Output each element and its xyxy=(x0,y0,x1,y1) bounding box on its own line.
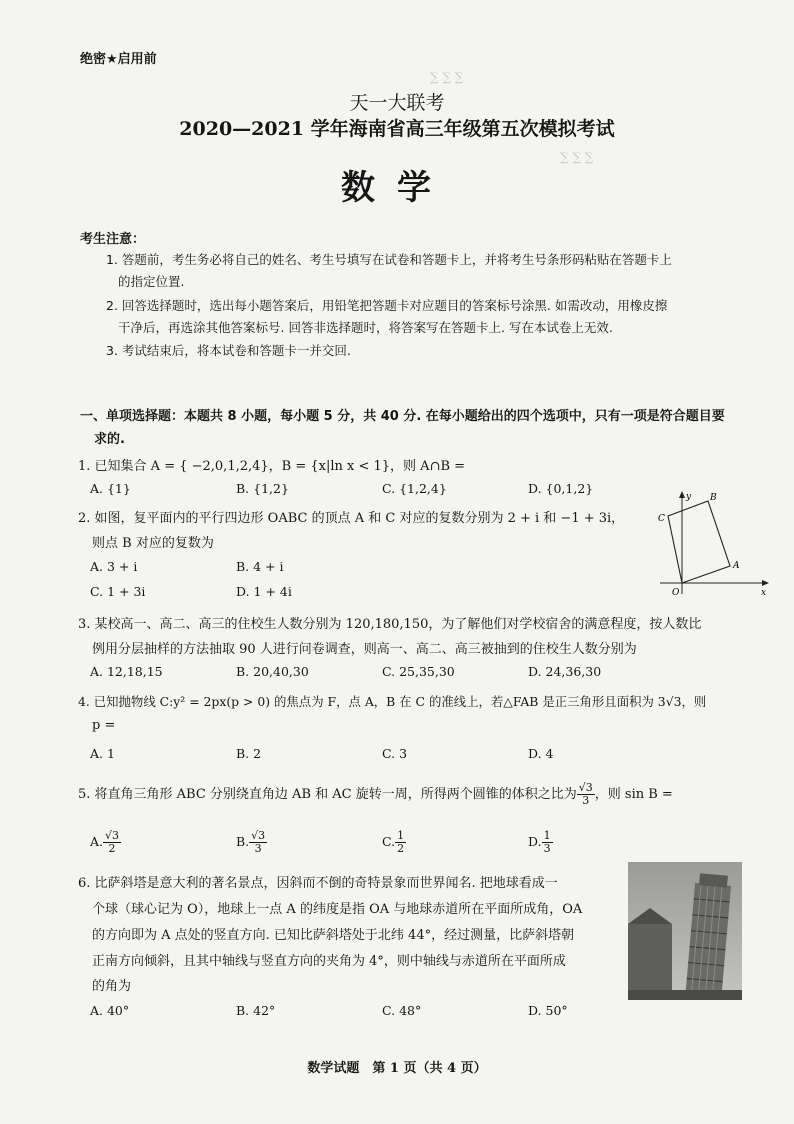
notice-item: 1. 答题前，考生务必将自己的姓名、考生号填写在试卷和答题卡上，并将考生号条形码粘贴在答题卡上 xyxy=(106,252,672,267)
question-6-option-b: B. 42° xyxy=(236,1003,276,1018)
question-4-stem: p = xyxy=(92,718,116,733)
question-5-option-a xyxy=(90,830,121,855)
fraction-denominator: 3 xyxy=(582,794,590,807)
fraction-denominator: 2 xyxy=(108,842,116,855)
section-heading: 求的. xyxy=(94,432,125,447)
option-letter: B. xyxy=(236,834,250,849)
y-axis-arrow xyxy=(679,491,685,498)
x-axis-label: x xyxy=(761,588,767,598)
fraction-numerator: 1 xyxy=(543,829,551,842)
question-6-stem: 个球（球心记为 O），地球上一点 A 的纬度是指 OA 与地球赤道所在平面所成角，OA xyxy=(92,902,583,917)
question-3-option-a: A. 12,18,15 xyxy=(90,664,163,679)
subject-title: 数学 xyxy=(341,168,453,208)
question-2-option-b: B. 4 + i xyxy=(236,559,284,574)
question-2-stem: 2. 如图，复平面内的平行四边形 OABC 的顶点 A 和 C 对应的复数分别为 2 + i 和 −1 + 3i， xyxy=(78,511,625,526)
point-a-label: A xyxy=(733,561,740,571)
question-6-option-c: C. 48° xyxy=(382,1003,422,1018)
question-6-stem: 6. 比萨斜塔是意大利的著名景点，因斜而不倒的奇特景象而世界闻名. 把地球看成一 xyxy=(78,876,558,891)
option-fraction xyxy=(542,830,553,855)
exam-title: 2020—2021 学年海南省高三年级第五次模拟考试 xyxy=(179,118,615,140)
question-1-option-c: C. {1,2,4} xyxy=(382,481,447,496)
question-1-option-d: D. {0,1,2} xyxy=(528,481,594,496)
fraction-denominator: 3 xyxy=(543,842,551,855)
tower-bell-chamber xyxy=(699,873,728,887)
question-4-option-a: A. 1 xyxy=(90,746,115,761)
volume-ratio-fraction xyxy=(577,782,595,807)
notice-item: 2. 回答选择题时，选出每小题答案后，用铅笔把答题卡对应题目的答案标号涂黑. 如需改动，用橡皮擦 xyxy=(106,298,668,313)
question-6-stem: 的方向即为 A 点处的竖直方向. 已知比萨斜塔处于北纬 44°，经过测量，比萨斜塔朝 xyxy=(92,928,575,943)
option-letter: D. xyxy=(528,834,542,849)
question-2-stem: 则点 B 对应的复数为 xyxy=(92,536,214,551)
question-6-stem: 正南方向倾斜，且其中轴线与竖直方向的夹角为 4°，则中轴线与赤道所在平面所成 xyxy=(92,954,566,969)
organizer-name: 天一大联考 xyxy=(349,92,445,114)
question-3-option-b: B. 20,40,30 xyxy=(236,664,309,679)
notice-heading: 考生注意： xyxy=(80,232,146,247)
leaning-tower-photo xyxy=(628,862,742,1000)
question-3-option-d: D. 24,36,30 xyxy=(528,664,602,679)
question-4-option-c: C. 3 xyxy=(382,746,408,761)
fraction-numerator: √3 xyxy=(105,829,120,842)
fraction-numerator: √3 xyxy=(251,829,266,842)
notice-item: 的指定位置. xyxy=(118,274,185,289)
x-axis-arrow xyxy=(762,580,769,586)
question-3-stem: 例用分层抽样的方法抽取 90 人进行问卷调查，则高一、高二、高三被抽到的住校生人数分别为 xyxy=(92,642,637,657)
question-1-stem: 1. 已知集合 A = { −2,0,1,2,4}，B = {x|ln x < 1}，则 A∩B = xyxy=(78,459,466,474)
question-5-stem-text: 5. 将直角三角形 ABC 分别绕直角边 AB 和 AC 旋转一周，所得两个圆锥的体积之比为 xyxy=(78,787,577,802)
fraction-numerator: √3 xyxy=(578,781,593,794)
question-3-stem: 3. 某校高一、高二、高三的住校生人数分别为 120,180,150，为了解他们对学校宿舍的满意程度，按人数比 xyxy=(78,617,702,632)
ground xyxy=(628,990,742,1000)
question-5-stem-text: ，则 sin B = xyxy=(594,787,673,802)
page-footer: 数学试题 第 1 页（共 4 页） xyxy=(307,1061,487,1076)
question-2-option-a: A. 3 + i xyxy=(90,559,138,574)
question-1-option-b: B. {1,2} xyxy=(236,481,289,496)
option-fraction xyxy=(395,830,406,855)
notice-item: 干净后，再选涂其他答案标号. 回答非选择题时，将答案写在答题卡上. 写在本试卷上无效. xyxy=(118,320,613,335)
question-5-option-d xyxy=(528,830,553,855)
parallelogram-oabc xyxy=(668,501,730,583)
option-letter: A. xyxy=(90,834,104,849)
fraction-numerator: 1 xyxy=(397,829,405,842)
option-letter: C. xyxy=(382,834,396,849)
question-2-option-c: C. 1 + 3i xyxy=(90,584,146,599)
question-1-option-a: A. {1} xyxy=(90,481,131,496)
fraction-denominator: 3 xyxy=(254,842,262,855)
cathedral-building xyxy=(628,924,672,1000)
confidential-mark: 绝密★启用前 xyxy=(80,52,157,67)
bleed-through-text: ∑ ∑ ∑ xyxy=(560,150,594,164)
question-4-stem: 4. 已知抛物线 C:y² = 2px(p > 0) 的焦点为 F，点 A，B 在 C 的准线上，若△FAB 是正三角形且面积为 3√3，则 xyxy=(78,694,707,709)
question-5-stem xyxy=(78,782,673,807)
point-c-label: C xyxy=(658,514,665,524)
complex-plane-figure xyxy=(640,488,770,600)
question-5-option-c xyxy=(382,830,406,855)
option-fraction xyxy=(249,830,267,855)
question-4-option-b: B. 2 xyxy=(236,746,262,761)
section-heading: 一、单项选择题：本题共 8 小题，每小题 5 分，共 40 分. 在每小题给出的四个选项中，只有一项是符合题目要 xyxy=(80,409,725,424)
question-2-option-d: D. 1 + 4i xyxy=(236,584,292,599)
question-6-option-a: A. 40° xyxy=(90,1003,130,1018)
question-6-option-d: D. 50° xyxy=(528,1003,568,1018)
bleed-through-text: ∑ ∑ ∑ xyxy=(430,70,464,84)
fraction-denominator: 2 xyxy=(397,842,405,855)
point-b-label: B xyxy=(710,493,717,503)
question-6-stem: 的角为 xyxy=(92,979,132,994)
option-fraction xyxy=(103,830,121,855)
question-4-option-d: D. 4 xyxy=(528,746,554,761)
origin-label: O xyxy=(672,588,680,598)
y-axis-label: y xyxy=(686,492,692,502)
question-3-option-c: C. 25,35,30 xyxy=(382,664,455,679)
notice-item: 3. 考试结束后，将本试卷和答题卡一并交回. xyxy=(106,343,351,358)
question-5-option-b xyxy=(236,830,267,855)
